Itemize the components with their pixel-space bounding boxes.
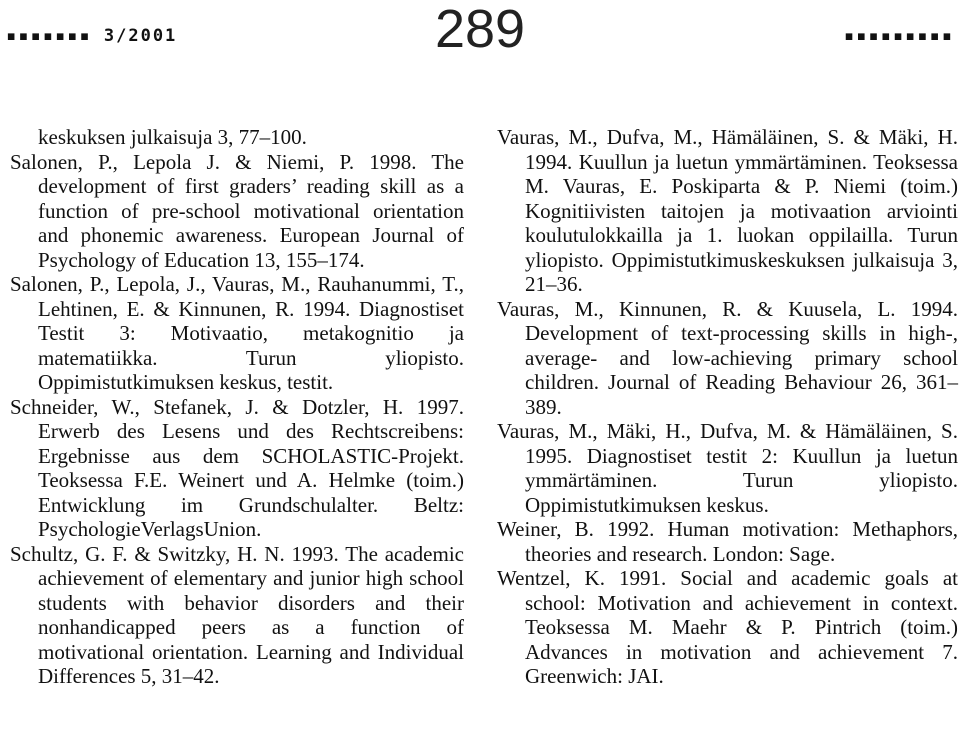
reference-entry-continued: keskuksen julkaisuja 3, 77–100. [38, 125, 307, 149]
reference-entry: Schultz, G. F. & Switzky, H. N. 1993. The academic achievement of elementary and junior high school students with behavior disorders and their nonhandicapped peers as a function of motivational orientation. Learning and Individual Differences 5, 31–42. [10, 541, 464, 688]
reference-entry: Salonen, P., Lepola J. & Niemi, P. 1998. The development of first graders’ reading skill as a function of pre-school motivational orientation and phonemic awareness. European Journal of Psychology of Education 13, 155–174. [10, 149, 464, 272]
reference-entry: Vauras, M., Kinnunen, R. & Kuusela, L. 1994. Development of text-processing skills in high-, average- and low-achieving primary school children. Journal of Reading Behaviour 26, 361–389. [497, 296, 958, 419]
reference-entry: Schneider, W., Stefanek, J. & Dotzler, H. 1997. Erwerb des Lesens und des Rechtscreibens: Ergebnisse aus dem SCHOLASTIC-Projekt. Teoksessa F.E. Weinert und A. Helmke (toim.) Entwicklung im Grundschulalter. Beltz: PsychologieVerlagsUnion. [10, 394, 464, 541]
reference-entry: Vauras, M., Dufva, M., Hämäläinen, S. & Mäki, H. 1994. Kuullun ja luetun ymmärtäminen. Teoksessa M. Vauras, E. Poskiparta & P. Niemi (toim.) Kognitiivisten taitojen ja motivaation arviointi koulutulokkailla ja 1. luokan oppilailla. Turun yliopisto. Oppimistutkimuskeskuksen julkaisuja 3, 21–36. [497, 125, 958, 296]
journal-issue-header: ▪▪▪▪▪▪▪ 3/2001 [6, 26, 178, 46]
reference-entry: Salonen, P., Lepola, J., Vauras, M., Rauhanummi, T., Lehtinen, E. & Kinnunen, R. 1994. Diagnostiset Testit 3: Motivaatio, metakognitio ja matematiikka. Turun yliopisto. Oppimistutkimuksen keskus, testit. [10, 272, 464, 394]
reference-entry: Weiner, B. 1992. Human motivation: Methaphors, theories and research. London: Sage. [497, 517, 958, 566]
reference-entry: Wentzel, K. 1991. Social and academic goals at school: Motivation and achievement in context. Teoksessa M. Maehr & P. Pintrich (toim.) Advances in motivation and achievement 7. Greenwich: JAI. [497, 566, 958, 688]
right-column [497, 125, 958, 689]
left-column [10, 125, 464, 689]
reference-entry: Vauras, M., Mäki, H., Dufva, M. & Hämäläinen, S. 1995. Diagnostiset testit 2: Kuullun ja luetun ymmärtäminen. Turun yliopisto. Oppimistutkimuksen keskus. [497, 419, 958, 517]
page-number: 289 [434, 0, 526, 59]
section-header: ▪▪▪▪▪▪▪▪▪ [843, 26, 954, 46]
